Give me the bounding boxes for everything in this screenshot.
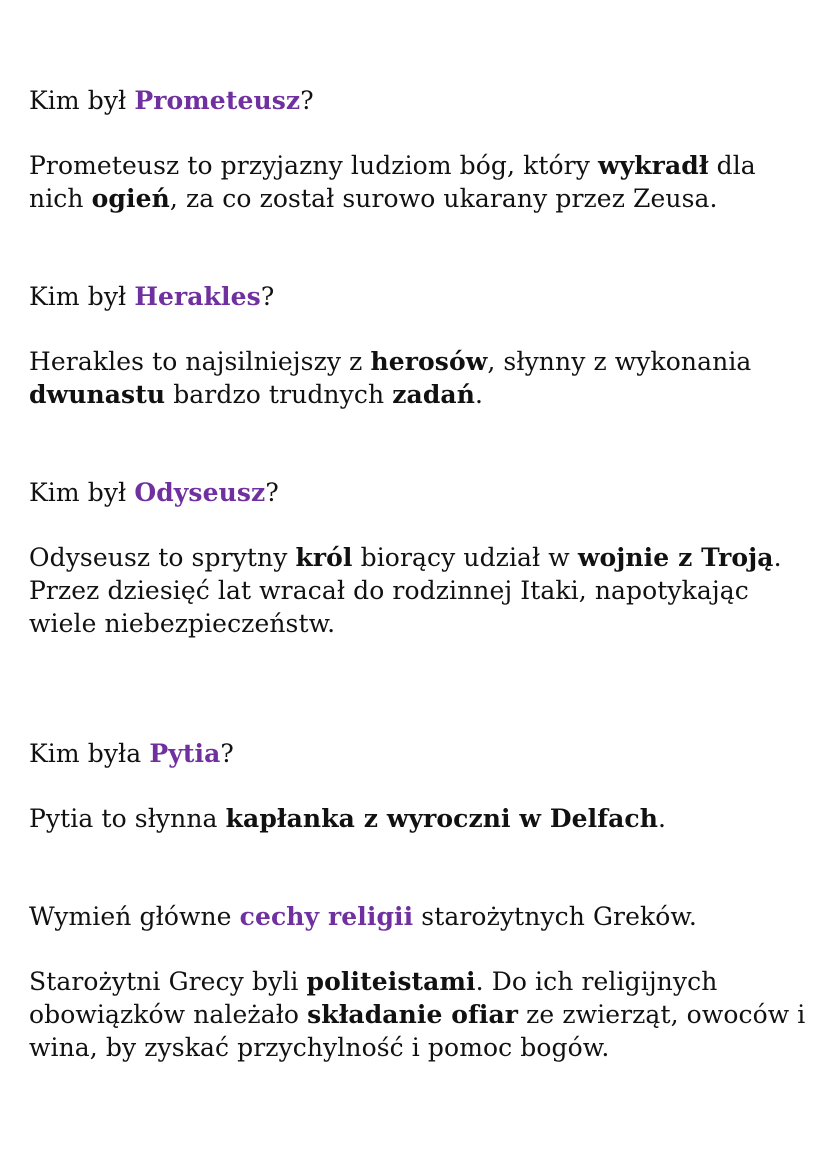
- question-herakles: [29, 280, 809, 313]
- answer-keyword: wykradł: [598, 151, 709, 180]
- question-text: Kim była: [29, 739, 150, 768]
- question-text: Kim był: [29, 86, 135, 115]
- answer-keyword: kapłanka z wyroczni w Delfach: [225, 804, 658, 833]
- question-prometeusz: [29, 84, 809, 117]
- answer-keyword: politeistami: [306, 967, 476, 996]
- question-text: Wymień główne: [29, 902, 240, 931]
- answer-text: Prometeusz to przyjazny ludziom bóg, który: [29, 151, 598, 180]
- question-text: Kim był: [29, 478, 135, 507]
- answer-text: , słynny z wykonania: [487, 347, 752, 376]
- question-mark: ?: [260, 282, 275, 311]
- question-odyseusz: [29, 476, 809, 509]
- question-mark: ?: [220, 739, 234, 768]
- answer-text: bardzo trudnych: [165, 380, 393, 409]
- question-term: Herakles: [134, 282, 261, 311]
- question-cechy-religii: [29, 900, 809, 933]
- question-text: Kim był: [29, 282, 135, 311]
- question-term: Pytia: [149, 739, 221, 768]
- answer-cechy-religii: [29, 965, 809, 1064]
- question-term: cechy religii: [239, 902, 414, 931]
- answer-keyword: herosów: [370, 347, 488, 376]
- answer-text: dla nich: [29, 151, 756, 213]
- answer-text: Herakles to najsilniejszy z: [29, 347, 371, 376]
- answer-text: , za co został surowo ukarany przez Zeusa.: [169, 184, 718, 213]
- answer-text: Odyseusz to sprytny: [29, 543, 296, 572]
- answer-text: .: [474, 380, 484, 409]
- answer-keyword: dwunastu: [29, 380, 166, 409]
- answer-odyseusz: [29, 541, 809, 640]
- answer-keyword: zadań: [392, 380, 475, 409]
- answer-herakles: [29, 345, 809, 411]
- answer-keyword: król: [295, 543, 353, 572]
- question-term: Prometeusz: [134, 86, 301, 115]
- answer-keyword: składanie ofiar: [307, 1000, 519, 1029]
- answer-text: ze zwierząt, owoców i wina, by zyskać przychylność i pomoc bogów.: [29, 1000, 806, 1062]
- answer-text: . Przez dziesięć lat wracał do rodzinnej Itaki, napotykając wiele niebezpieczeństw.: [29, 543, 782, 638]
- question-term: Odyseusz: [134, 478, 266, 507]
- question-pytia: [29, 737, 809, 770]
- answer-text: Starożytni Grecy byli: [29, 967, 307, 996]
- answer-text: biorący udział w: [352, 543, 578, 572]
- answer-text: Pytia to słynna: [29, 804, 226, 833]
- answer-text: . Do ich religijnych obowiązków należało: [29, 967, 718, 1029]
- answer-pytia: [29, 802, 809, 835]
- answer-keyword: wojnie z Troją: [577, 543, 774, 572]
- answer-text: .: [657, 804, 667, 833]
- question-mark: ?: [265, 478, 279, 507]
- answer-prometeusz: [29, 149, 809, 215]
- question-mark: ?: [300, 86, 314, 115]
- answer-keyword: ogień: [91, 184, 170, 213]
- question-text: starożytnych Greków.: [413, 902, 697, 931]
